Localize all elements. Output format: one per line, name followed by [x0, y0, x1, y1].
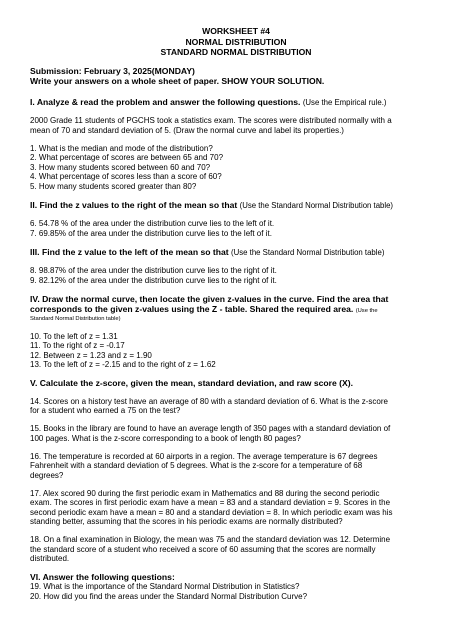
question-14 — [30, 397, 442, 416]
question-item: 9. 82.12% of the area under the distribution curve lies to the right of it. — [30, 275, 277, 285]
section-1-intro — [30, 116, 442, 135]
question-line: 14. Scores on a history test have an average of 80 with a standard deviation of 6. What is the z-score — [30, 396, 388, 406]
section-3-note: (Use the Standard Normal Distribution table) — [231, 247, 385, 257]
question-line: the standard score of a student who received a score of 60 assuming that the scores are normally — [30, 544, 376, 554]
intro-line — [30, 126, 442, 136]
intro-note: (Draw the normal curve and label its properties.) — [173, 125, 344, 135]
intro-text: mean of 70 and standard deviation of 5. — [30, 125, 171, 135]
section-4-title-line2: corresponds to the given z-values using the Z - table. Shared the required area. — [30, 304, 354, 315]
question-item: 10. To the left of z = 1.31 — [30, 331, 118, 341]
question-item: 3. How many students scored between 60 and 70? — [30, 162, 211, 172]
question-line: 100 pages. What is the z-score corresponding to a book of length 80 pages? — [30, 433, 301, 443]
question-line: second periodic exam have a mean = 80 and a standard deviation = 8. In which periodic exam was his — [30, 507, 393, 517]
question-line: degrees? — [30, 470, 64, 480]
worksheet-number: WORKSHEET #4 — [202, 26, 270, 36]
general-instruction: Write your answers on a whole sheet of paper. SHOW YOUR SOLUTION. — [30, 76, 325, 87]
worksheet-subtopic: STANDARD NORMAL DISTRIBUTION — [160, 47, 312, 58]
question-line: distributed. — [30, 554, 70, 564]
question-item: 4. What percentage of scores less than a score of 60? — [30, 172, 222, 182]
question-item: 2. What percentage of scores are between 65 and 70? — [30, 153, 224, 163]
question-line: for a student who earned a 75 on the test? — [30, 406, 181, 416]
submission-date: Submission: February 3, 2025(MONDAY) — [30, 65, 195, 76]
section-1-note: (Use the Empirical rule.) — [302, 97, 387, 107]
question-17 — [30, 489, 442, 527]
section-1-heading — [30, 97, 442, 108]
section-6-title: VI. Answer the following questions: — [30, 572, 175, 583]
question-16 — [30, 452, 442, 481]
section-5-title: V. Calculate the z-score, given the mean, standard deviation, and raw score (X). — [30, 378, 353, 389]
question-line: 16. The temperature is recorded at 60 airports in a region. The average temperature is 67 degrees — [30, 451, 378, 461]
question-line: 17. Alex scored 90 during the first periodic exam in Mathematics and 88 during the second periodic — [30, 488, 380, 498]
question-line: 18. On a final examination in Biology, the mean was 75 and the standard deviation was 12. Determine — [30, 535, 391, 545]
section-3-heading — [30, 247, 442, 258]
worksheet-header — [30, 26, 442, 58]
section-3-title: III. Find the z value to the left of the mean so that — [30, 246, 229, 257]
intro-line: 2000 Grade 11 students of PGCHS took a statistics exam. The scores were distributed normally with a — [30, 116, 392, 126]
section-4-note-a: (Use the — [355, 308, 378, 315]
question-item: 19. What is the importance of the Standard Normal Distribution in Statistics? — [30, 582, 300, 592]
section-4-title-line1: IV. Draw the normal curve, then locate the given z-values in the curve. Find the area that — [30, 293, 389, 304]
question-line: standing better, assuming that the scores in his periodic exams are normally distributed? — [30, 517, 343, 527]
question-item: 20. How did you find the areas under the Standard Normal Distribution Curve? — [30, 592, 308, 602]
question-item: 6. 54.78 % of the area under the distribution curve lies to the left of it. — [30, 219, 275, 229]
question-item: 12. Between z = 1.23 and z = 1.90 — [30, 350, 152, 360]
section-4-note-b: Standard Normal Distribution table) — [30, 316, 121, 323]
question-item: 13. To the left of z = -2.15 and to the right of z = 1.62 — [30, 360, 216, 370]
question-item: 1. What is the median and mode of the distribution? — [30, 143, 213, 153]
section-2-title: II. Find the z values to the right of the mean so that — [30, 199, 238, 210]
question-18 — [30, 535, 442, 564]
question-15 — [30, 424, 442, 443]
question-line: exam. The scores in first periodic exam have a mean = 83 and a standard deviation = 9. Scores in the — [30, 498, 391, 508]
question-line: Fahrenheit with a standard deviation of 5 degrees. What is the z-score for a temperature of 68 — [30, 461, 363, 471]
section-4-heading — [30, 294, 442, 324]
section-2-heading — [30, 200, 442, 211]
question-item: 8. 98.87% of the area under the distribution curve lies to the right of it. — [30, 266, 277, 276]
question-item: 5. How many students scored greater than 80? — [30, 181, 197, 191]
section-1-title: I. Analyze & read the problem and answer the following questions. — [30, 96, 301, 107]
question-line: 15. Books in the library are found to have an average length of 350 pages with a standard deviation of — [30, 424, 391, 434]
section-1-questions — [30, 144, 442, 192]
worksheet-topic: NORMAL DISTRIBUTION — [185, 36, 287, 47]
question-item: 11. To the right of z = -0.17 — [30, 341, 125, 351]
question-item: 7. 69.85% of the area under the distribution curve lies to the left of it. — [30, 228, 272, 238]
section-2-note: (Use the Standard Normal Distribution table) — [239, 200, 394, 210]
